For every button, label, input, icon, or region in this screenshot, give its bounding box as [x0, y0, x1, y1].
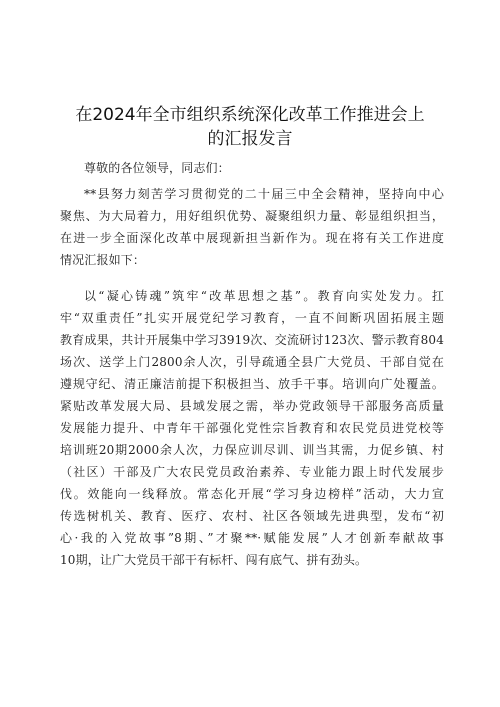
paragraph2-line: 牢“双重责任”扎实开展党纪学习教育，一直不间断巩固拓展主题	[60, 311, 444, 325]
document-title-line-1: 在2024年全市组织系统深化改革工作推进会上	[75, 105, 425, 125]
paragraph1-line: 情况汇报如下：	[60, 253, 146, 267]
paragraph2-line: 紧贴改革发展大局、县域发展之需，举办党政领导干部服务高质量	[60, 399, 444, 413]
paragraph2-line: 教育成果，共计开展集中学习3919次、交流研讨123次、警示教育804	[60, 333, 444, 347]
paragraph2-line: 培训班20期2000余人次，力保应训尽训、训当其需，力促乡镇、村	[60, 443, 444, 457]
paragraph2-line: 心·我的入党故事”8期、”才聚**·赋能发展”人才创新奉献故事	[60, 531, 444, 545]
paragraph2-line: （社区）干部及广大农民党员政治素养、专业能力跟上时代发展步	[60, 465, 444, 479]
paragraph2-line: 发展能力提升、中青年干部强化党性宗旨教育和农民党员进党校等	[60, 421, 444, 435]
paragraph1-line: **县努力刻苦学习贯彻党的二十届三中全会精神，坚持向中心	[84, 187, 444, 201]
paragraph2-line: 以“凝心铸魂”筑牢“改革思想之基”。教育向实处发力。扛	[84, 289, 444, 303]
paragraph2-line: 场次、送学上门2800余人次，引导疏通全县广大党员、干部自觉在	[60, 355, 444, 369]
paragraph1-line: 在进一步全面深化改革中展现新担当新作为。现在将有关工作进度	[60, 231, 444, 245]
paragraph2-line: 伐。效能向一线释放。常态化开展“学习身边榜样”活动，大力宣	[60, 487, 444, 501]
paragraph2-line: 传选树机关、教育、医疗、农村、社区各领域先进典型，发布“初	[60, 509, 444, 523]
salutation: 尊敬的各位领导，同志们：	[84, 161, 230, 175]
paragraph2-line: 10期，让广大党员干部干有标杆、闯有底气、拼有劲头。	[60, 553, 368, 567]
paragraph2-line: 遵规守纪、清正廉洁前提下积极担当、放手干事。培训向广处覆盖。	[60, 377, 444, 391]
document-title-line-2: 的汇报发言	[207, 129, 293, 149]
paragraph1-line: 聚焦、为大局着力，用好组织优势、凝聚组织力量、彰显组织担当，	[60, 209, 444, 223]
